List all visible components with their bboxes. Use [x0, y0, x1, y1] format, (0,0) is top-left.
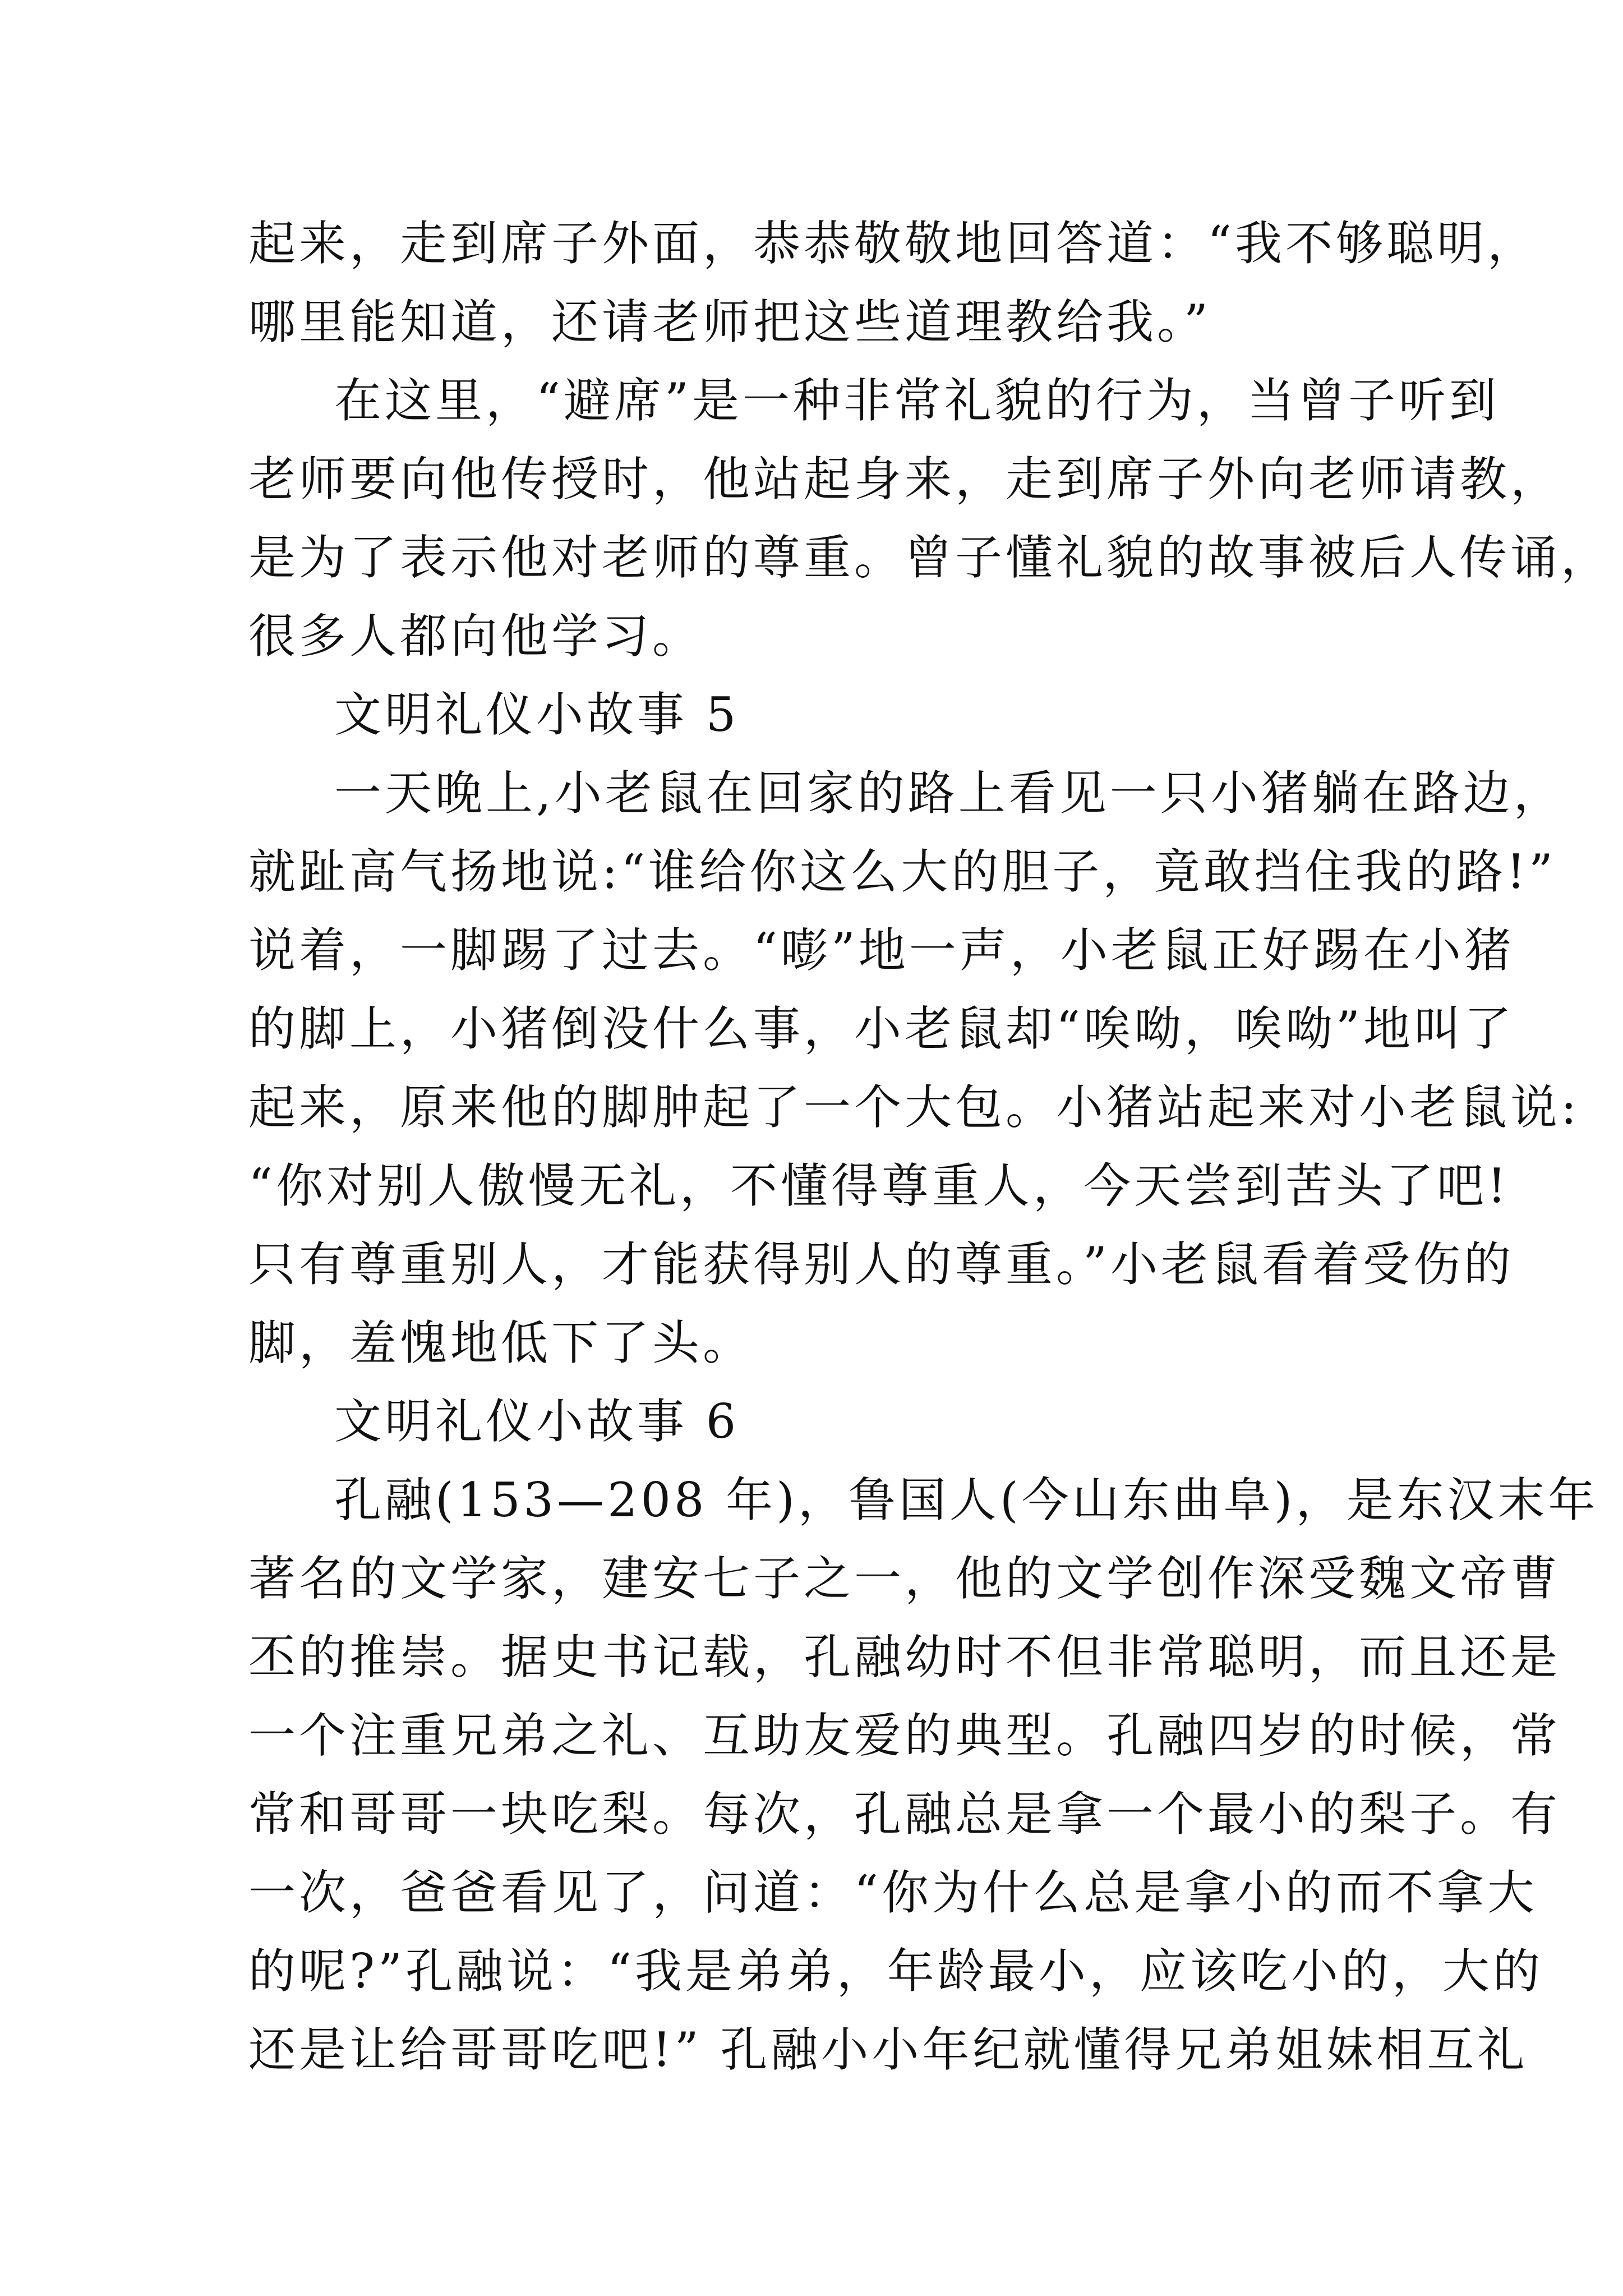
text-line: 还是让给哥哥吃吧!” 孔融小小年纪就懂得兄弟姐妹相互礼 [248, 2022, 1528, 2077]
text-line: 哪里能知道，还请老师把这些道理教给我。” [248, 295, 1211, 349]
text-line: 说着，一脚踢了过去。“嘭”地一声，小老鼠正好踢在小猪 [248, 923, 1515, 978]
section-heading: 文明礼仪小故事 6 [334, 1394, 740, 1449]
text-line: 著名的文学家，建安七子之一，他的文学创作深受魏文帝曹 [248, 1551, 1561, 1606]
text-line: 起来，原来他的脚肿起了一个大包。小猪站起来对小老鼠说: [248, 1080, 1580, 1135]
text-line: 就趾高气扬地说:“谁给你这么大的胆子，竟敢挡住我的路!” [248, 844, 1556, 899]
text-line: 的呢?”孔融说：“我是弟弟，年龄最小，应该吃小的，大的 [248, 1944, 1543, 1999]
text-line: 起来，走到席子外面，恭恭敬敬地回答道：“我不够聪明， [248, 216, 1538, 271]
section-heading: 文明礼仪小故事 5 [334, 687, 740, 742]
text-line: 一个注重兄弟之礼、互助友爱的典型。孔融四岁的时候，常 [248, 1708, 1561, 1763]
text-line: “你对别人傲慢无礼，不懂得尊重人，今天尝到苦头了吧! [248, 1158, 1510, 1213]
text-line: 一次，爸爸看见了，问道：“你为什么总是拿小的而不拿大 [248, 1865, 1538, 1920]
text-line: 是为了表示他对老师的尊重。曾子懂礼貌的故事被后人传诵， [248, 530, 1612, 585]
paragraph-first-line: 在这里，“避席”是一种非常礼貌的行为，当曾子听到 [334, 373, 1500, 428]
text-line: 只有尊重别人，才能获得别人的尊重。”小老鼠看着受伤的 [248, 1237, 1514, 1292]
text-line: 丕的推崇。据史书记载，孔融幼时不但非常聪明，而且还是 [248, 1630, 1561, 1685]
paragraph-first-line: 一天晚上,小老鼠在回家的路上看见一只小猪躺在路边， [334, 766, 1564, 821]
text-line: 的脚上，小猪倒没什么事，小老鼠却“唉呦，唉呦”地叫了 [248, 1001, 1515, 1056]
text-line: 很多人都向他学习。 [248, 609, 703, 664]
text-line: 脚，羞愧地低下了头。 [248, 1315, 754, 1370]
text-line: 常和哥哥一块吃梨。每次，孔融总是拿一个最小的梨子。有 [248, 1787, 1561, 1842]
text-line: 老师要向他传授时，他站起身来，走到席子外向老师请教， [248, 452, 1561, 507]
paragraph-first-line: 孔融(153—208 年)，鲁国人(今山东曲阜)，是东汉末年 [334, 1473, 1599, 1527]
